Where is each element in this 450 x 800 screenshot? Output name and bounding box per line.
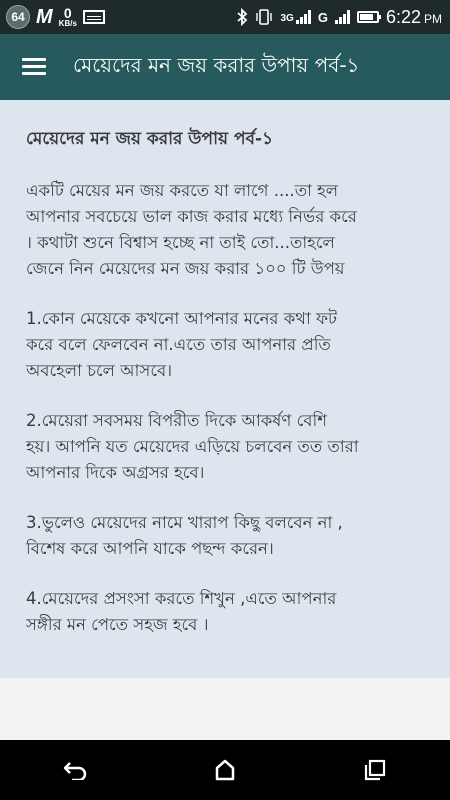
article-paragraph <box>26 408 432 486</box>
navigation-bar <box>0 740 450 800</box>
clock-time: 6:22 <box>385 6 421 27</box>
paragraph-line: আপনার দিকে অগ্রসর হবে। <box>26 463 205 482</box>
article-paragraph <box>26 306 432 384</box>
screenshot-icon <box>83 10 105 24</box>
app-bar <box>0 34 450 100</box>
signal-g-label: G <box>317 9 328 25</box>
speed-value: 0 <box>63 5 72 21</box>
paragraph-line: জেনে নিন মেয়েদের মন জয় করার ১০০ টি উপয় <box>26 259 345 278</box>
paragraph-line: আপনার সবচেয়ে ভাল কাজ করার মধ্যে নির্ভর করে <box>26 207 357 226</box>
article-paragraph <box>26 510 432 562</box>
article-title: মেয়েদের মন জয় করার উপায় পর্ব-১ <box>26 129 274 149</box>
home-icon <box>213 759 237 781</box>
gmail-icon: M <box>36 5 53 28</box>
paragraph-line: অবহেলা চলে আসবে। <box>26 361 173 380</box>
app-title: মেয়েদের মন জয় করার উপায় পর্ব-১ <box>73 52 360 77</box>
paragraph-line: 2.মেয়েরা সবসময় বিপরীত দিকে আকর্ষণ বেশি <box>26 411 327 430</box>
paragraph-line: 1.কোন মেয়েকে কখনো আপনার মনের কথা ফট <box>26 309 338 328</box>
bluetooth-icon <box>236 8 248 26</box>
signal-3g-icon <box>296 10 311 24</box>
status-left <box>6 0 105 34</box>
paragraph-line: বিশেষ করে আপনি যাকে পছন্দ করেন। <box>26 539 274 558</box>
article-paragraph <box>26 178 432 282</box>
article-paragraph <box>26 586 432 638</box>
speed-unit: KB/s <box>58 19 77 28</box>
paragraph-line: সঙ্গীর মন পেতে সহজ হবে । <box>26 615 209 634</box>
paragraph-line: 4.মেয়েদের প্রসংসা করতে শিখুন ,এতে আপনার <box>26 589 337 608</box>
recent-apps-icon <box>364 759 386 781</box>
blank-area <box>0 678 450 740</box>
signal-g-icon <box>335 10 350 24</box>
clock-ampm: PM <box>424 11 442 26</box>
paragraph-line: একটি মেয়ের মন জয় করতে যা লাগে ....তা হল <box>26 181 339 200</box>
article-content[interactable] <box>0 100 450 678</box>
hamburger-menu-icon[interactable] <box>22 58 46 76</box>
back-button[interactable] <box>45 750 105 790</box>
vibrate-icon <box>255 8 273 26</box>
back-icon <box>62 760 88 780</box>
paragraph-line: হয়। আপনি যত মেয়েদের এড়িয়ে চলবেন তত তারা <box>26 437 359 456</box>
clock <box>386 7 442 28</box>
recent-apps-button[interactable] <box>345 750 405 790</box>
status-bar <box>0 0 450 34</box>
network-speed <box>59 6 77 28</box>
paragraph-line: । কথাটা শুনে বিশ্বাস হচ্ছে না তাই তো...তাহলে <box>26 233 335 252</box>
status-right <box>236 0 442 34</box>
signal-3g-label: 3G <box>280 13 294 24</box>
battery-level <box>360 14 373 20</box>
notification-badge-icon: 64 <box>6 5 30 29</box>
home-button[interactable] <box>195 750 255 790</box>
paragraph-line: করে বলে ফেলবেন না.এতে তার আপনার প্রতি <box>26 335 331 354</box>
battery-icon <box>357 11 379 23</box>
paragraph-line: 3.ভুলেও মেয়েদের নামে খারাপ কিছু বলবেন না , <box>26 513 343 532</box>
